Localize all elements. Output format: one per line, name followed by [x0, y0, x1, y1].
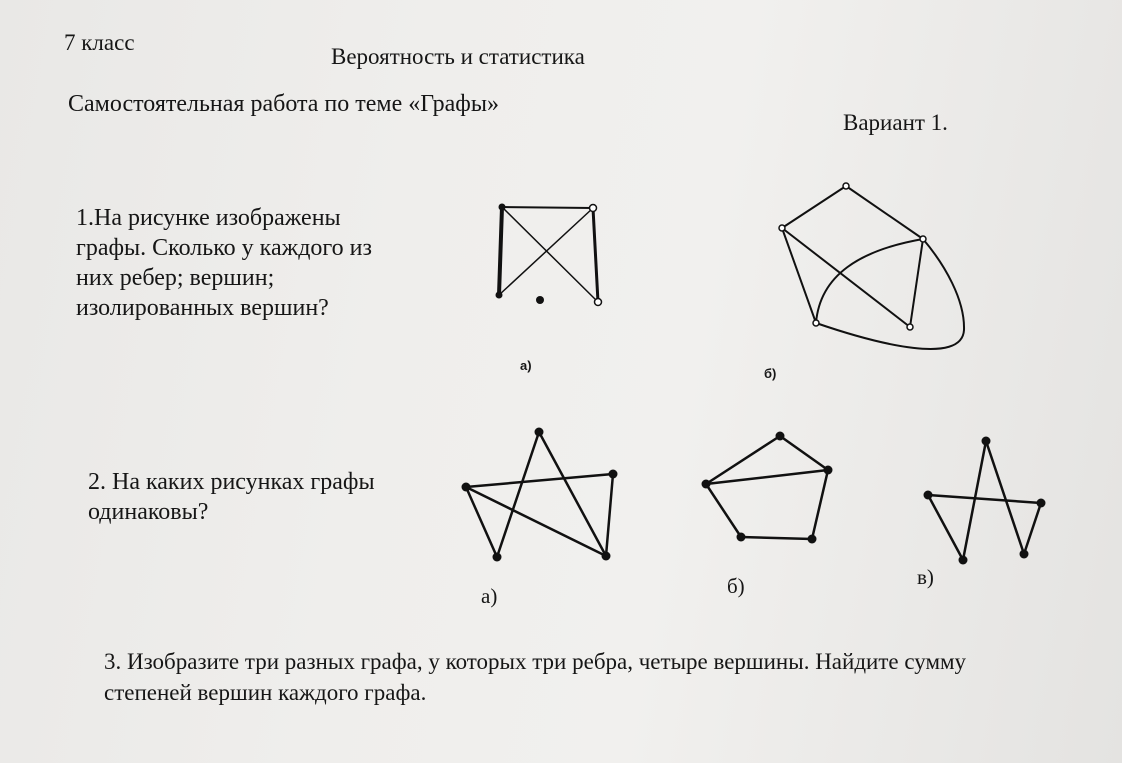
task-1-line: них ребер; вершин;: [76, 265, 275, 291]
task-1-line: 1.На рисунке изображены: [76, 205, 341, 231]
graph-2c: [928, 441, 1041, 560]
graph-1b: [782, 186, 964, 349]
task-1-label-b: б): [764, 366, 777, 381]
graph-2b: [706, 436, 828, 539]
task-1-line: изолированных вершин?: [76, 295, 329, 321]
task-2-label-c: в): [917, 565, 934, 589]
graph-1a: [499, 207, 598, 302]
task-1-line: графы. Сколько у каждого из: [76, 235, 372, 261]
grade-label: 7 класс: [64, 30, 135, 55]
variant-label: Вариант 1.: [843, 110, 948, 135]
task-2-label-a: а): [481, 584, 498, 608]
graph-2a: [466, 432, 613, 557]
subject-title: Вероятность и статистика: [331, 44, 585, 69]
task-3-line: степеней вершин каждого графа.: [104, 680, 427, 705]
task-2-label-b: б): [727, 574, 745, 598]
task-1-label-a: а): [520, 358, 532, 373]
worksheet-title: Самостоятельная работа по теме «Графы»: [68, 91, 499, 117]
task-2-line: 2. На каких рисунках графы: [88, 469, 375, 495]
task-2-line: одинаковы?: [88, 499, 209, 525]
task-3-line: 3. Изобразите три разных графа, у которых три ребра, четыре вершины. Найдите сумму: [104, 649, 967, 674]
